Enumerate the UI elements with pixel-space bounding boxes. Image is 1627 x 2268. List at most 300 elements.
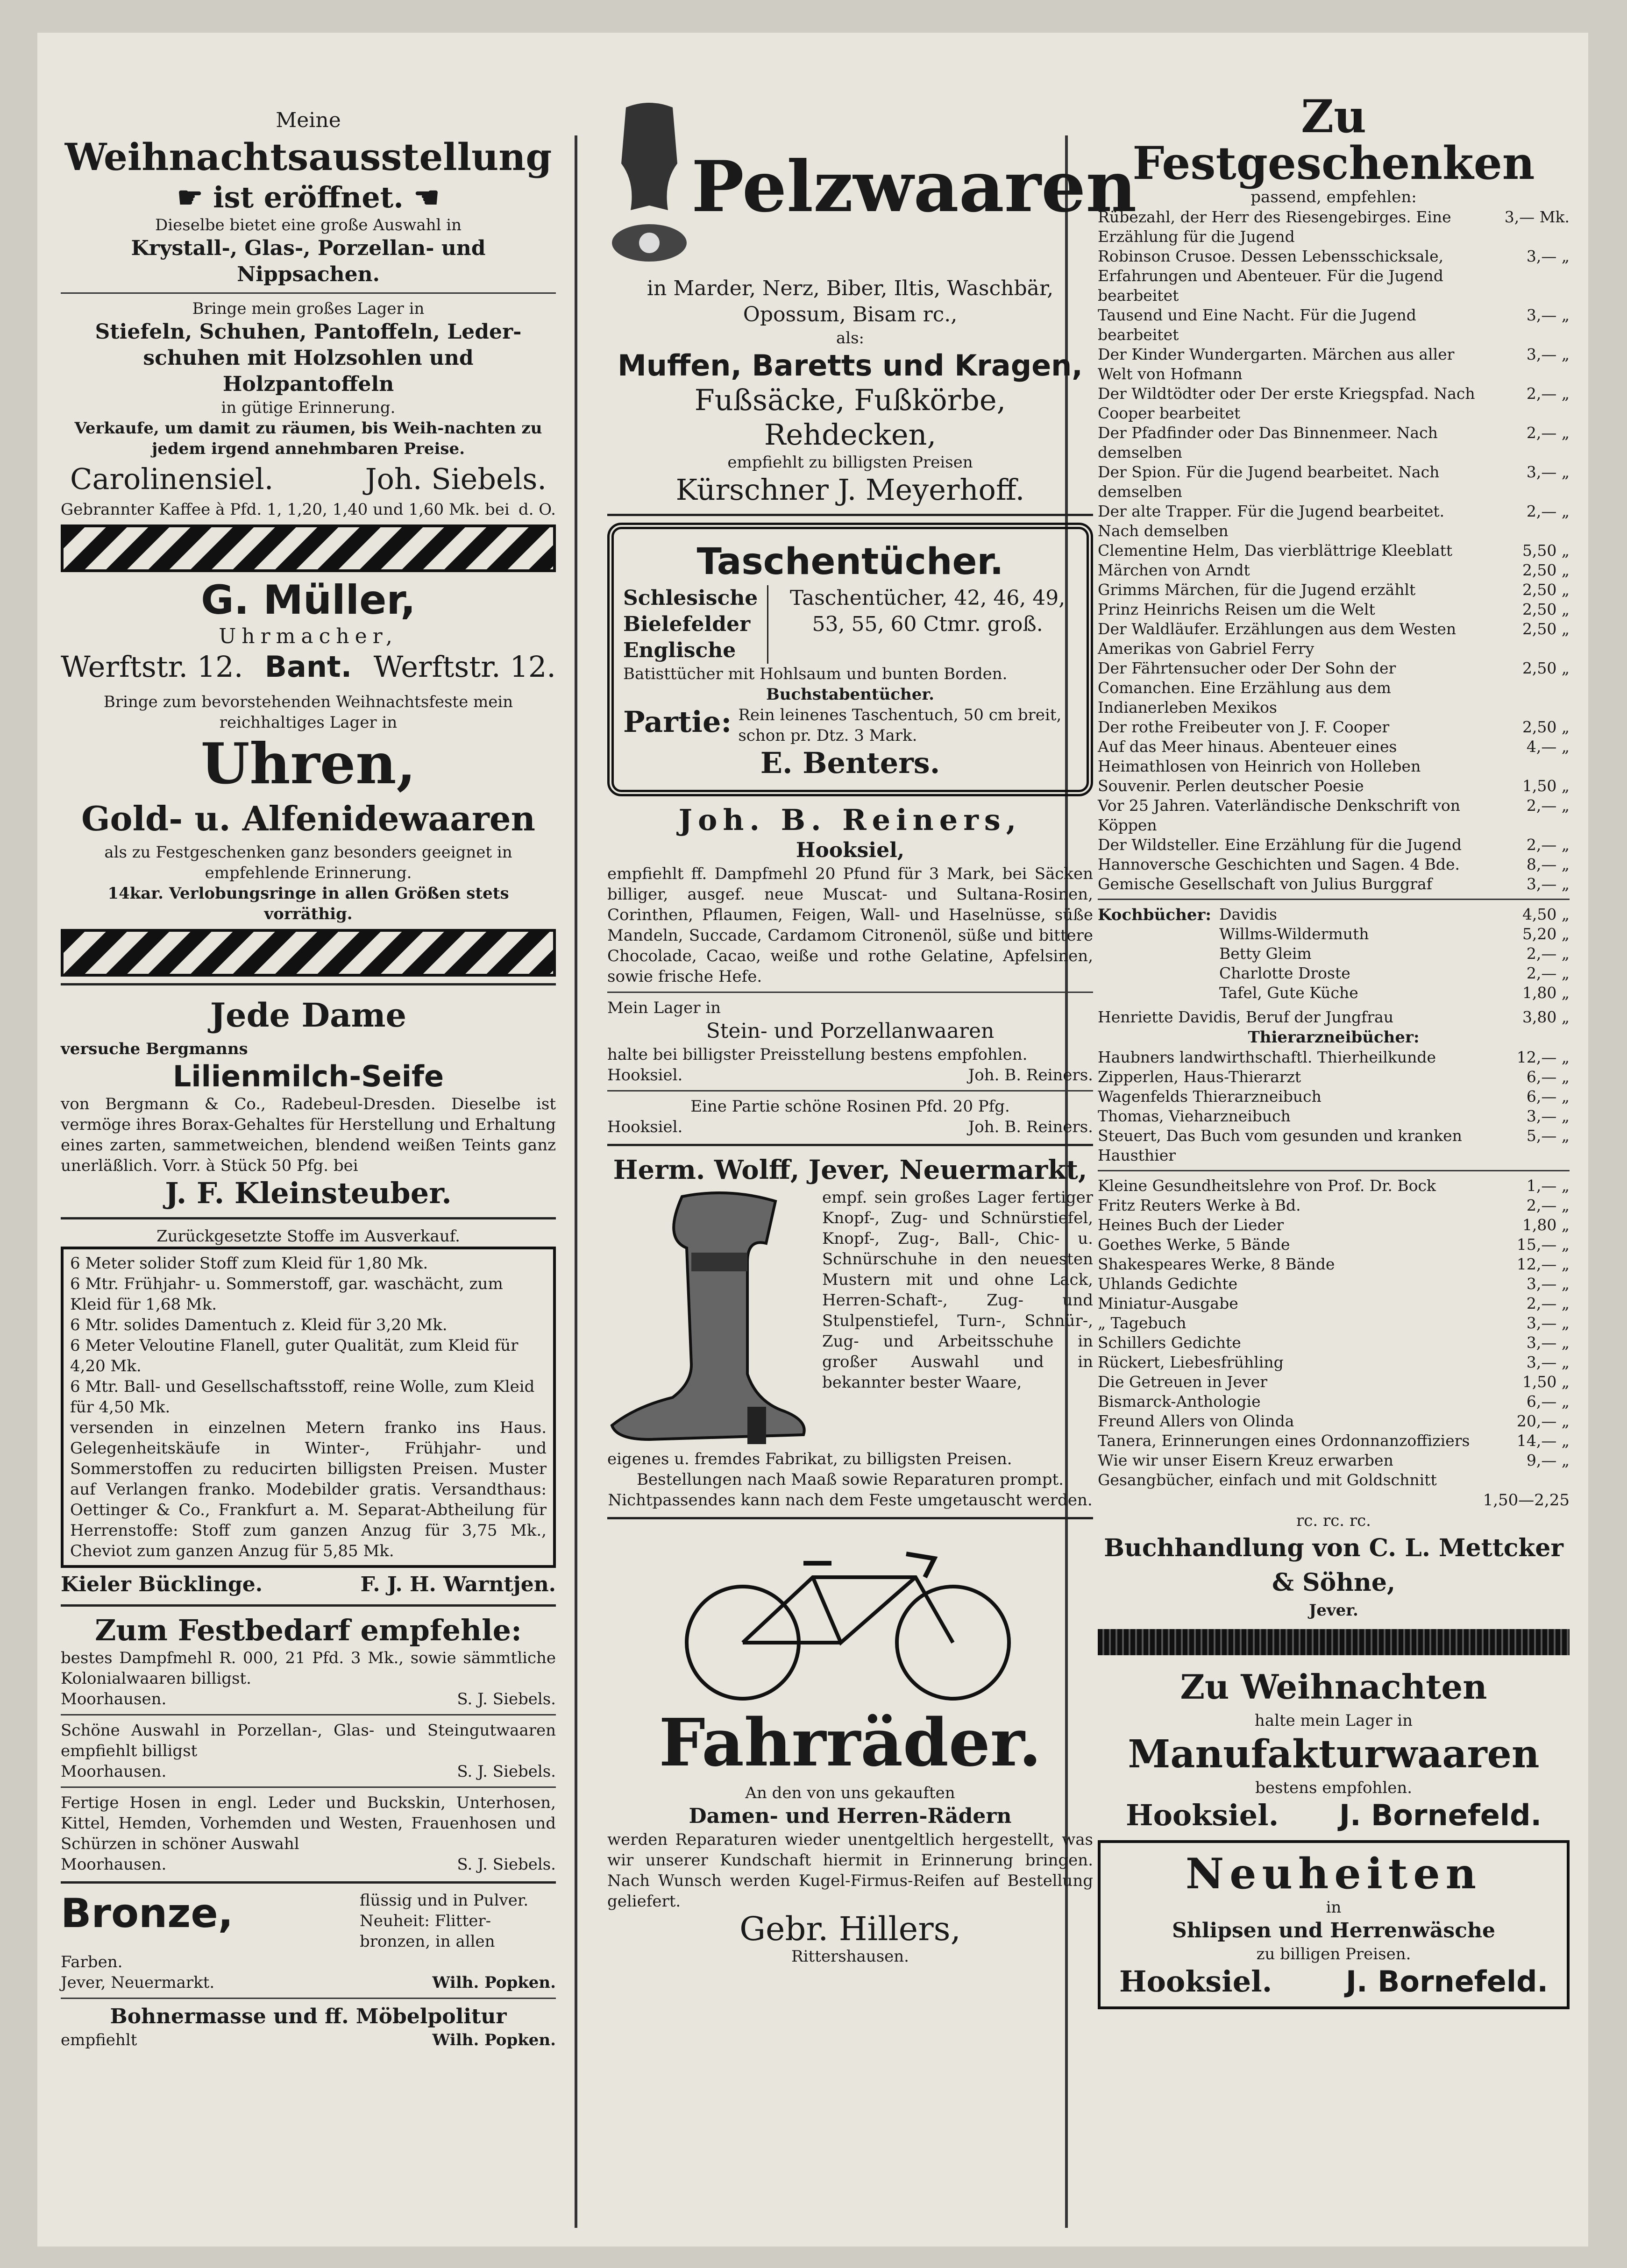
popken-name: Wilh. Popken. [432, 1973, 556, 1992]
book-row [1098, 384, 1570, 423]
book-title: Zipperlen, Haus-Thierarzt [1098, 1068, 1301, 1086]
book-price: 8,— „ [1526, 855, 1570, 873]
divider [61, 1217, 556, 1219]
book-price: 2,50 „ [1522, 561, 1570, 579]
book-row [1098, 462, 1570, 502]
book-title: Haubners landwirthschaftl. Thierheilkunde [1098, 1048, 1436, 1066]
book-title: Auf das Meer hinaus. Abenteuer eines Heimathlosen von Heinrich von Holleben [1098, 737, 1421, 775]
bronze-title: Bronze, [61, 1890, 234, 1937]
lilienmilch-title: Lilienmilch-Seife [172, 1059, 444, 1093]
wolff-title: Herm. Wolff, Jever, Neuermarkt, [613, 1155, 1087, 1185]
book-price: 2,— „ [1526, 1196, 1570, 1214]
reiners-signature [607, 1117, 1093, 1137]
book-price: 3,— „ [1526, 1353, 1570, 1371]
bant-label: Bant. [264, 650, 352, 684]
reiners-sig: Joh. B. Reiners. [968, 1118, 1093, 1136]
book-row [1098, 659, 1570, 717]
bietet-text: Dieselbe bietet eine große Auswahl in [155, 216, 462, 234]
rittershausen-label: Rittershausen. [791, 1947, 909, 1966]
holzpantoffeln-text: Holzpantoffeln [222, 372, 394, 396]
verkaufe-text: Verkaufe, um damit zu räumen, bis Weih-nachten zu jedem irgend annehmbaren Preise. [74, 419, 542, 458]
book-row [1098, 776, 1570, 796]
ornament-bar [1098, 1629, 1570, 1655]
book-price: 2,50 „ [1522, 620, 1570, 638]
pelzwaaren-title: Pelzwaaren [691, 146, 1137, 228]
zigzag-border-bottom [61, 929, 556, 977]
stoffe-item: 6 Mtr. Ball- und Gesellschaftsstoff, reine Wolle, zum Kleid für 4,50 Mk. [70, 1377, 535, 1417]
fur-stole-icon [607, 98, 691, 276]
preisen-text: zu billigen Preisen. [1256, 1945, 1411, 1963]
eroeffnet-label [61, 180, 556, 215]
fabrikat-text: eigenes u. fremdes Fabrikat, zu billigsten Preisen. [607, 1450, 1012, 1468]
fahrraeder-title: Fahrräder. [659, 1705, 1042, 1781]
pointing-hand-icon: ☚ [413, 180, 440, 214]
book-row [1098, 1126, 1570, 1165]
gekauften-text: An den von uns gekauften [745, 1784, 955, 1802]
festgeschenke-text: als zu Festgeschenken ganz besonders geeignet in empfehlende Erinnerung. [104, 843, 512, 882]
book-price: 3,— Mk. [1504, 208, 1570, 226]
book-title: Heines Buch der Lieder [1098, 1216, 1284, 1234]
book-row [1098, 1451, 1570, 1470]
stiefel-line1: Stiefeln, Schuhen, Pantoffeln, Leder- [95, 320, 522, 344]
book-title: Souvenir. Perlen deutscher Poesie [1098, 777, 1364, 795]
bronze-side-text: flüssig und in Pulver. Neuheit: Flitter-bronzen, in allen [360, 1891, 529, 1951]
festgeschenke-title: Zu Festgeschenken [1132, 90, 1535, 190]
empfiehlt-label: empfiehlt [61, 2031, 137, 2049]
book-row [1098, 502, 1570, 541]
book-price: 2,— „ [1526, 964, 1570, 982]
popken-name: Wilh. Popken. [432, 2031, 556, 2049]
book-price: 4,50 „ [1522, 905, 1570, 923]
book-price: 1,80 „ [1522, 1216, 1570, 1234]
book-title: Hannoversche Geschichten und Sagen. 4 Bde. [1098, 855, 1460, 873]
book-price: 2,— „ [1526, 424, 1570, 442]
siebels-label: S. J. Siebels. [457, 1690, 556, 1708]
book-title: Gesangbücher, einfach und mit Goldschnitt [1098, 1471, 1437, 1489]
stein-text: Stein- und Porzellanwaaren [706, 1019, 995, 1043]
book-row [1098, 1215, 1570, 1235]
book-price: 6,— „ [1526, 1068, 1570, 1086]
divider [1098, 1170, 1570, 1171]
kaffee-body: Gebrannter Kaffee à Pfd. 1, 1,20, 1,40 und 1,60 Mk. bei [61, 500, 510, 519]
book-title: Steuert, Das Buch vom gesunden und kranken Hausthier [1098, 1127, 1462, 1164]
jever-label: Jever. [1309, 1601, 1358, 1620]
book-row [1098, 1411, 1570, 1431]
book-row [1098, 600, 1570, 619]
book-row [1098, 541, 1570, 560]
zu-weihnachten-title: Zu Weihnachten [1180, 1667, 1487, 1707]
book-price: 3,— „ [1526, 1314, 1570, 1332]
gesang-price: 1,50—2,25 [1483, 1491, 1570, 1510]
buchhandlung-name: Buchhandlung von C. L. Mettcker & Söhne, [1104, 1534, 1563, 1597]
book-title: Wagenfelds Thierarzneibuch [1098, 1087, 1321, 1106]
bicycle-icon [654, 1526, 1093, 1703]
zigzag-border-top [61, 524, 556, 572]
book-row [1098, 345, 1570, 384]
neuheiten-title: Neuheiten [1185, 1849, 1482, 1899]
stoffe-item: 6 Mtr. solides Damentuch z. Kleid für 3,20 Mk. [70, 1316, 448, 1334]
book-title: Prinz Heinrichs Reisen um die Welt [1098, 600, 1375, 618]
book-row [1219, 905, 1570, 924]
pelz-list: in Marder, Nerz, Biber, Iltis, Waschbär, Opossum, Bisam rc., [647, 276, 1054, 326]
jever-neuermarkt: Jever, Neuermarkt. [61, 1973, 215, 1992]
buchstaben-text: Buchstabentücher. [766, 685, 934, 704]
werftstr-right: Werftstr. 12. [373, 650, 556, 684]
column-right [1098, 90, 1570, 2009]
book-price: 2,— „ [1526, 384, 1570, 403]
book-title: Der Waldläufer. Erzählungen aus dem Westen Amerikas von Gabriel Ferry [1098, 620, 1456, 658]
book-price: 5,50 „ [1522, 541, 1570, 560]
signature-row [61, 1854, 556, 1875]
divider [61, 983, 556, 985]
kochbuecher-label: Kochbücher: [1098, 906, 1211, 924]
hooksiel-label: Hooksiel. [1126, 1798, 1279, 1832]
book-price: 3,— „ [1526, 463, 1570, 481]
book-price: 3,— „ [1526, 1107, 1570, 1125]
reiners-name: Joh. B. Reiners, [678, 803, 1022, 837]
tt-left-item: Bielefelder [623, 612, 751, 636]
erinnerung-text: in gütige Erinnerung. [221, 398, 396, 417]
books-list [1098, 207, 1570, 894]
reiners-signature [607, 1065, 1093, 1085]
book-price: 5,— „ [1526, 1127, 1570, 1145]
farben-label: Farben. [61, 1953, 123, 1971]
jede-dame-title: Jede Dame [210, 996, 407, 1035]
book-row [1098, 796, 1570, 835]
tt-left-item: Englische [623, 638, 736, 662]
batist-text: Batisttücher mit Hohlsaum und bunten Borden. [623, 665, 1008, 683]
divider [61, 1714, 556, 1715]
book-row [1098, 855, 1570, 874]
book-row [1098, 1235, 1570, 1254]
popken-row [61, 1972, 556, 1993]
book-price: 2,— „ [1526, 502, 1570, 520]
taschentuecher-box [607, 523, 1093, 796]
divider [61, 1998, 556, 1999]
book-price: 9,— „ [1526, 1451, 1570, 1469]
passend-text: passend, empfehlen: [1250, 188, 1417, 206]
book-title: Clementine Helm, Das vierblättrige Kleeblatt [1098, 541, 1453, 560]
book-row [1098, 717, 1570, 737]
tt-row [623, 585, 1077, 664]
book-row [1219, 964, 1570, 983]
book-title: Shakespeares Werke, 8 Bände [1098, 1255, 1335, 1273]
misc-list [1098, 1176, 1570, 1490]
book-price: 3,— „ [1526, 875, 1570, 893]
column-left [61, 107, 556, 2050]
book-row [1098, 737, 1570, 776]
stoffe-item: 6 Meter Veloutine Flanell, guter Qualität, zum Kleid für 4,20 Mk. [70, 1336, 519, 1375]
book-title: Betty Gleim [1219, 944, 1312, 963]
divider [607, 1517, 1093, 1519]
book-title: Gemische Gesellschaft von Julius Burggraf [1098, 875, 1432, 893]
book-row [1098, 835, 1570, 855]
moorhausen-label: Moorhausen. [61, 1690, 167, 1708]
book-row [1098, 1372, 1570, 1392]
book-title: Schillers Gedichte [1098, 1333, 1241, 1352]
porzellan-text: Schöne Auswahl in Porzellan-, Glas- und Steingutwaaren empfiehlt billigst [61, 1721, 556, 1760]
gold-title: Gold- u. Alfenidewaaren [81, 799, 535, 838]
hooksiel-label: Hooksiel, [796, 838, 905, 862]
kaffee-text [61, 499, 556, 520]
partie-row [623, 705, 1077, 746]
book-price: 1,50 „ [1522, 1373, 1570, 1391]
column-rule-left [575, 135, 577, 2228]
book-row [1098, 874, 1570, 894]
halte-label: halte mein Lager in [1254, 1711, 1413, 1730]
tt-right: Taschentücher, 42, 46, 49, 53, 55, 60 Ctmr. groß. [790, 586, 1066, 636]
kieler-right: F. J. H. Warntjen. [360, 1573, 556, 1596]
bornefeld-row [1126, 1798, 1542, 1833]
neuheiten-box [1098, 1840, 1570, 2009]
book-price: 2,50 „ [1522, 718, 1570, 736]
book-price: 2,— „ [1526, 836, 1570, 854]
wolff-text: empf. sein großes Lager fertiger Knopf-, Zug- und Schnürstiefel, Knopf-, Zug-, Ball-, Chic- u. Schnürschuhe in den neuesten Mustern mit und ohne Lack, Herren-Schaft-, Zug- und Stulpenstiefel, Turn-, Schnür-, Zug- und Arbeitsschuhe in großer Auswahl und in bekannter bester Waare, [822, 1188, 1093, 1392]
weihnacht-title: Weihnachtsausstellung [64, 135, 552, 179]
book-row [1098, 1333, 1570, 1353]
book-price: 3,80 „ [1522, 1008, 1570, 1026]
uhrmacher-label: Uhrmacher, [219, 624, 398, 648]
book-price: 2,50 „ [1522, 600, 1570, 618]
book-price: 6,— „ [1526, 1087, 1570, 1106]
kuerschner-name: Kürschner J. Meyerhoff. [675, 473, 1025, 507]
divider [1098, 899, 1570, 900]
kochbuecher-block [1098, 905, 1570, 1003]
book-price: 2,— „ [1526, 796, 1570, 815]
book-price: 12,— „ [1516, 1255, 1570, 1273]
book-row [1098, 207, 1570, 247]
manufaktur-title: Manufakturwaaren [1128, 1732, 1540, 1777]
book-price: 14,— „ [1516, 1432, 1570, 1450]
book-title: Bismarck-Anthologie [1098, 1392, 1261, 1410]
caroline-name: Joh. Siebels. [365, 462, 547, 496]
book-row [1098, 1007, 1570, 1027]
book-price: 12,— „ [1516, 1048, 1570, 1066]
mueller-name: G. Müller, [201, 577, 416, 624]
book-title: Henriette Davidis, Beruf der Jungfrau [1098, 1008, 1394, 1026]
book-row [1098, 1353, 1570, 1372]
book-row [1098, 1087, 1570, 1106]
book-title: Der Spion. Für die Jugend bearbeitet. Nach demselben [1098, 463, 1440, 501]
book-row [1098, 1106, 1570, 1126]
divider [607, 1090, 1093, 1091]
book-price: 3,— „ [1526, 306, 1570, 324]
versuche-text: versuche Bergmanns [61, 1040, 248, 1058]
tt-left [623, 585, 768, 664]
shlipsen-text: Shlipsen und Herrenwäsche [1172, 1919, 1495, 1942]
stoffe-item: 6 Mtr. Frühjahr- u. Sommerstoff, gar. waschächt, zum Kleid für 1,68 Mk. [70, 1275, 503, 1314]
in-label: in [1326, 1898, 1342, 1917]
book-title: Grimms Märchen, für die Jugend erzählt [1098, 581, 1416, 599]
book-row [1098, 1067, 1570, 1087]
caroline-place: Carolinensiel. [70, 462, 274, 496]
book-title: Rübezahl, der Herr des Riesengebirges. Eine Erzählung für die Jugend [1098, 208, 1451, 246]
book-row [1098, 1176, 1570, 1196]
book-title: Uhlands Gedichte [1098, 1275, 1238, 1293]
krystall-text: Krystall-, Glas-, Porzellan- und Nippsachen. [131, 236, 486, 286]
signature-row [61, 1761, 556, 1782]
popken-row [61, 2030, 556, 2050]
book-title: Der Wildsteller. Eine Erzählung für die Jugend [1098, 836, 1462, 854]
bestellungen-text: Bestellungen nach Maaß sowie Reparaturen prompt. Nichtpassendes kann nach dem Feste umgetauscht werden. [608, 1470, 1093, 1510]
book-title: Der Fährtensucher oder Der Sohn der Comanchen. Eine Erzählung aus dem Indianerleben Mexikos [1098, 659, 1396, 716]
column-middle [607, 98, 1137, 1967]
book-price: 15,— „ [1516, 1235, 1570, 1254]
kaffee-bei: d. O. [518, 500, 556, 519]
fusssaecke-text: Fußsäcke, Fußkörbe, Rehdecken, [694, 383, 1006, 452]
bringe-text: Bringe mein großes Lager in [192, 299, 425, 318]
werftstr-line [61, 650, 556, 684]
divider [61, 292, 556, 294]
kieler-left: Kieler Bücklinge. [61, 1573, 263, 1596]
moorhausen-label: Moorhausen. [61, 1855, 167, 1874]
pelz-header [607, 98, 1137, 276]
rosinen-text: Eine Partie schöne Rosinen Pfd. 20 Pfg. [690, 1097, 1010, 1116]
book-title: Der Wildtödter oder Der erste Kriegspfad. Nach Cooper bearbeitet [1098, 384, 1475, 422]
book-row [1098, 560, 1570, 580]
tt-left-item: Schlesische [623, 586, 758, 610]
book-row [1098, 305, 1570, 345]
book-price [1490, 1470, 1570, 1490]
reparaturen-text: werden Reparaturen wieder unentgeltlich hergestellt, was wir unserer Kundschaft hiermit in Erinnerung bringen. Nach Wunsch werden Kugel-Firmus-Reifen auf Bestellung geliefert. [607, 1830, 1093, 1911]
book-row [1098, 619, 1570, 659]
muffen-text: Muffen, Baretts und Kragen, [618, 348, 1083, 383]
book-title: Der Pfadfinder oder Das Binnenmeer. Nach demselben [1098, 424, 1438, 461]
book-title: Tafel, Gute Küche [1219, 984, 1358, 1002]
book-price: 2,— „ [1526, 1294, 1570, 1312]
bornefeld-row [1119, 1964, 1548, 1999]
hooksiel-label: Hooksiel. [1119, 1964, 1272, 1999]
book-title: „ Tagebuch [1098, 1314, 1187, 1332]
book-row [1098, 1470, 1570, 1490]
als-label: als: [836, 329, 865, 347]
book-row [1219, 944, 1570, 964]
book-row [1098, 1274, 1570, 1294]
book-price: 1,80 „ [1522, 984, 1570, 1002]
book-title: Märchen von Arndt [1098, 561, 1250, 579]
verlobungsringe-text: 14kar. Verlobungsringe in allen Größen stets vorräthig. [107, 884, 509, 923]
reiners-text: empfiehlt ff. Dampfmehl 20 Pfund für 3 Mark, bei Säcken billiger, ausgef. neue Muscat- und Sultana-Rosinen, Corinthen, Pflaumen, Feigen, Wall- und Haselnüsse, süße Mandeln, Succade, Cardamom Citronenöl, süße und bittere Chocolade, Cacao, weiße und rothe Gelatine, Apfelsinen, sowie frische Hefe. [607, 865, 1093, 986]
eroeffnet-text: ist eröffnet. [213, 180, 404, 214]
partie-text: Rein leinenes Taschentuch, 50 cm breit, schon pr. Dtz. 3 Mark. [738, 706, 1062, 745]
hooksiel-sig: Hooksiel. [607, 1066, 683, 1084]
book-price: 1,— „ [1526, 1177, 1570, 1195]
boot-icon [607, 1187, 822, 1449]
benters-name: E. Benters. [760, 746, 940, 780]
book-title: Rückert, Liebesfrühling [1098, 1353, 1284, 1371]
book-row [1219, 924, 1570, 944]
book-row [1098, 1048, 1570, 1067]
etc-label: rc. rc. rc. [1296, 1511, 1371, 1530]
book-row [1098, 1392, 1570, 1411]
book-title: Charlotte Droste [1219, 964, 1350, 982]
book-row [1098, 580, 1570, 600]
hosen-text: Fertige Hosen in engl. Leder und Buckskin, Unterhosen, Kittel, Hemden, Vorhemden und Westen, Frauenhosen und Schürzen in schöner Auswahl [61, 1793, 556, 1853]
book-price: 2,50 „ [1522, 659, 1570, 677]
book-price: 3,— „ [1526, 1333, 1570, 1352]
book-row [1098, 1431, 1570, 1451]
festbedarf-title: Zum Festbedarf empfehle: [95, 1613, 522, 1647]
divider [607, 1144, 1093, 1146]
stoffe-box [61, 1247, 556, 1568]
hooksiel-sig: Hooksiel. [607, 1118, 683, 1136]
siebels-label: S. J. Siebels. [457, 1855, 556, 1874]
book-title: Miniatur-Ausgabe [1098, 1294, 1238, 1312]
thierarzt-label: Thierarzneibücher: [1248, 1028, 1420, 1047]
divider [61, 1881, 556, 1884]
bronze-row [61, 1890, 556, 1952]
book-row [1098, 247, 1570, 305]
book-row [1219, 983, 1570, 1003]
bornefeld-name: J. Bornefeld. [1345, 1964, 1548, 1999]
stoffe-text: versenden in einzelnen Metern franko ins Haus. Gelegenheitskäufe in Winter-, Frühjahr- und Sommerstoffen zu reducirten billigsten Preisen. Muster auf Verlangen franko. Modebilder gratis. Versandthaus: Oettinger & Co., Frankfurt a. M. Separat-Abtheilung für Herrenstoffe: Stoff zum ganzen Anzug für 3,75 Mk., Cheviot zum ganzen Anzug für 5,85 Mk. [70, 1418, 547, 1560]
hillers-name: Gebr. Hillers, [739, 1910, 961, 1948]
book-title: Tausend und Eine Nacht. Für die Jugend bearbeitet [1098, 306, 1416, 344]
werftstr-left: Werftstr. 12. [61, 650, 243, 684]
bevorstehend-text: Bringe zum bevorstehenden Weihnachtsfeste mein reichhaltiges Lager in [103, 693, 513, 732]
lager-text: Mein Lager in [607, 999, 721, 1017]
bornefeld-name: J. Bornefeld. [1339, 1798, 1542, 1832]
book-title: Goethes Werke, 5 Bände [1098, 1235, 1290, 1254]
book-price: 3,— „ [1526, 247, 1570, 265]
book-price: 2,50 „ [1522, 581, 1570, 599]
meine-label: Meine [276, 108, 341, 132]
kleinsteuber-name: J. F. Kleinsteuber. [165, 1176, 452, 1210]
kochbuecher-list [1219, 905, 1570, 1003]
bergmann-text: von Bergmann & Co., Radebeul-Dresden. Dieselbe ist vermöge ihres Borax-Gehaltes für Herstellung und Erhaltung eines zarten, sammetweichen, blendend weißen Teints ganz unerläßlich. Vorr. à Stück 50 Pfg. bei [61, 1095, 556, 1175]
divider [607, 514, 1093, 516]
book-row [1098, 1196, 1570, 1215]
book-title: Robinson Crusoe. Dessen Lebensschicksale, Erfahrungen und Abenteuer. Für die Jugend bearbeitet [1098, 247, 1444, 305]
damen-text: Damen- und Herren-Rädern [689, 1804, 1012, 1828]
signature-row [61, 1689, 556, 1709]
book-title: Der rothe Freibeuter von J. F. Cooper [1098, 718, 1390, 736]
book-row [1098, 1294, 1570, 1313]
book-title: Fritz Reuters Werke à Bd. [1098, 1196, 1301, 1214]
book-price: 6,— „ [1526, 1392, 1570, 1410]
stoffe-head: Zurückgesetzte Stoffe im Ausverkauf. [156, 1227, 460, 1246]
book-price: 1,50 „ [1522, 777, 1570, 795]
book-title: Willms-Wildermuth [1219, 925, 1369, 943]
book-title: Freund Allers von Olinda [1098, 1412, 1294, 1430]
book-price: 3,— „ [1526, 1275, 1570, 1293]
bohnermasse-title: Bohnermasse und ff. Möbelpolitur [110, 2005, 507, 2028]
book-title: Vor 25 Jahren. Vaterländische Denkschrift von Köppen [1098, 796, 1460, 834]
book-title: Davidis [1219, 905, 1277, 923]
book-title: Der Kinder Wundergarten. Märchen aus aller Welt von Hofmann [1098, 345, 1455, 383]
pointing-hand-icon: ☛ [177, 180, 203, 214]
divider [607, 992, 1093, 993]
book-title: Kleine Gesundheitslehre von Prof. Dr. Bock [1098, 1177, 1436, 1195]
book-price: 20,— „ [1516, 1412, 1570, 1430]
partie-label: Partie: [623, 705, 732, 739]
book-title: Tanera, Erinnerungen eines Ordonnanzoffiziers [1098, 1432, 1470, 1450]
moorhausen-label: Moorhausen. [61, 1762, 167, 1781]
taschentuecher-title: Taschentücher. [696, 541, 1004, 583]
siebels-label: S. J. Siebels. [457, 1762, 556, 1781]
book-price: 5,20 „ [1522, 925, 1570, 943]
bestens-label: bestens empfohlen. [1255, 1779, 1413, 1797]
book-row [1098, 1254, 1570, 1274]
wolff-row [607, 1187, 1093, 1449]
dampfmehl-text: bestes Dampfmehl R. 000, 21 Pfd. 3 Mk., sowie sämmtliche Kolonialwaaren billigst. [61, 1649, 556, 1688]
billigste-text: empfiehlt zu billigsten Preisen [727, 453, 973, 472]
stiefel-line2: schuhen mit Holzsohlen und [143, 346, 474, 370]
book-price: 3,— „ [1526, 345, 1570, 363]
halte-text: halte bei billigster Preisstellung bestens empfohlen. [607, 1045, 1028, 1064]
book-title: Thomas, Vieharzneibuch [1098, 1107, 1291, 1125]
book-title: Der alte Trapper. Für die Jugend bearbeitet. Nach demselben [1098, 502, 1445, 540]
